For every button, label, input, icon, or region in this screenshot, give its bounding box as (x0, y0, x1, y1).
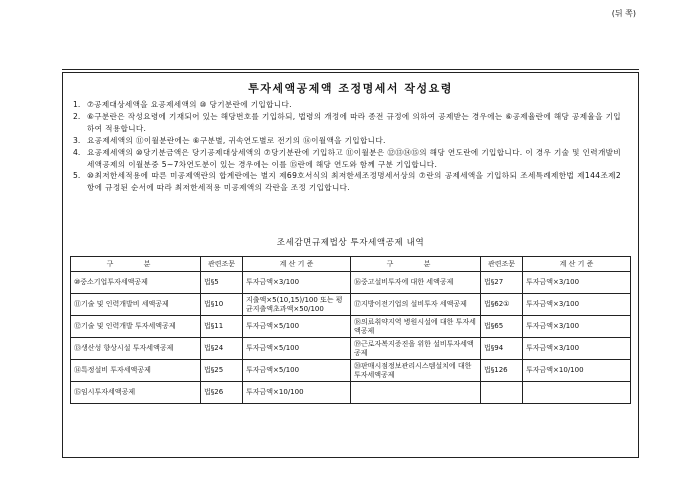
frame-top-rule (62, 69, 639, 70)
basis-cell: 투자금액×3/100 (243, 272, 351, 294)
credit-category-cell: ⑱의료취약지역 병원시설에 대한 투자세액공제 (351, 316, 481, 338)
article-cell: 법§11 (201, 316, 243, 338)
table-row (71, 338, 631, 360)
table-title: 조세감면규제법상 투자세액공제 내역 (276, 238, 425, 248)
credit-category-cell: ⑭특정설비 투자세액공제 (71, 360, 201, 382)
instruction-text: ⑦공제대상세액을 요공제세액의 ⑩ 당기분란에 기입합니다. (87, 100, 292, 109)
table-row (71, 382, 631, 404)
column-header-category: 구 분 (71, 257, 201, 272)
column-header-basis: 계 산 기 준 (243, 257, 351, 272)
article-cell: 법§24 (201, 338, 243, 360)
basis-cell: 투자금액×3/100 (523, 272, 631, 294)
credit-category-cell: ⑫기술 및 인력개발 투자세액공제 (71, 316, 201, 338)
empty-cell (351, 382, 481, 404)
basis-cell: 투자금액×3/100 (523, 316, 631, 338)
article-cell: 법§65 (481, 316, 523, 338)
article-cell: 법§27 (481, 272, 523, 294)
basis-cell: 투자금액×5/100 (243, 316, 351, 338)
basis-cell: 투자금액×10/100 (523, 360, 631, 382)
instruction-text: ⑩최저한세적용에 따른 미공제액란의 합계란에는 별지 제69호서식의 최저한세조정명세서상의 ⑦란의 공제세액을 기입하되 조세특례제한법 제144조제2항에 규정된 순서에 따라 최저한세적용 미공제액의 각란을 조정 기입합니다. (87, 171, 621, 193)
instruction-item (73, 99, 621, 111)
table-row (71, 360, 631, 382)
instruction-number: 3. (73, 135, 81, 145)
credit-category-cell: ⑪기술 및 인력개발비 세액공제 (71, 294, 201, 316)
column-header-article: 관련조문 (201, 257, 243, 272)
instruction-text: ⑥구분란은 작성요령에 기재되어 있는 해당번호를 기입하되, 법령의 개정에 따라 종전 규정에 의하여 공제받는 경우에는 ⑥공제율란에 해당 공제율을 기입하여 적용합니다. (87, 111, 621, 133)
article-cell: 법§126 (481, 360, 523, 382)
basis-cell: 투자금액×10/100 (243, 382, 351, 404)
basis-cell: 지출액×5(10,15)/100 또는 평균지출액초과액×50/100 (243, 294, 351, 316)
empty-cell (523, 382, 631, 404)
page-tag: (뒤 쪽) (611, 9, 636, 18)
instruction-text: 요공제세액의 ⑩당기분금액은 당기공제대상세액의 ⑦당기분란에 기입하고 ⑪이월분은 ⑫⑬⑭⑮의 해당 연도란에 기입합니다. 이 경우 기술 및 인력개발비세액공제의 이월분중 5~7차연도분이 있는 경우에는 이를 ⑮란에 해당 연도와 함께 구분 기입합니다. (87, 147, 621, 169)
column-header-article: 관련조문 (481, 257, 523, 272)
credit-category-cell: ⑳판매시점정보관리시스템설치에 대한 투자세액공제 (351, 360, 481, 382)
article-cell: 법§94 (481, 338, 523, 360)
table-row (71, 316, 631, 338)
instruction-text: 요공제세액의 ⑪이월분란에는 ⑥구분별, 귀속연도별로 전기의 ⑯이월액을 기입합니다. (87, 135, 386, 145)
credit-category-cell: ⑬생산성 향상시설 투자세액공제 (71, 338, 201, 360)
basis-cell: 투자금액×3/100 (523, 338, 631, 360)
table-header-row (71, 257, 631, 272)
article-cell: 법§26 (201, 382, 243, 404)
basis-cell: 투자금액×3/100 (523, 294, 631, 316)
article-cell: 법§62① (481, 294, 523, 316)
instruction-item (73, 170, 621, 194)
basis-cell: 투자금액×5/100 (243, 338, 351, 360)
column-header-category: 구 분 (351, 257, 481, 272)
instruction-item (73, 111, 621, 135)
instruction-number: 2. (73, 111, 81, 121)
table-row (71, 294, 631, 316)
tax-credit-table (70, 256, 631, 404)
instruction-number: 1. (73, 100, 81, 109)
instruction-item (73, 147, 621, 171)
table-row (71, 272, 631, 294)
basis-cell: 투자금액×5/100 (243, 360, 351, 382)
instructions-list (73, 99, 621, 194)
instruction-number: 4. (73, 147, 81, 157)
credit-category-cell: ⑲근로자복지증진을 위한 설비투자세액공제 (351, 338, 481, 360)
credit-category-cell: ⑯중고설비투자에 대한 세액공제 (351, 272, 481, 294)
credit-category-cell: ⑰지방이전기업의 설비투자 세액공제 (351, 294, 481, 316)
instruction-number: 5. (73, 171, 81, 181)
empty-cell (481, 382, 523, 404)
credit-category-cell: ⑮임시투자세액공제 (71, 382, 201, 404)
credit-category-cell: ⑩중소기업투자세액공제 (71, 272, 201, 294)
article-cell: 법§10 (201, 294, 243, 316)
article-cell: 법§5 (201, 272, 243, 294)
document-title: 투자세액공제액 조정명세서 작성요령 (248, 82, 453, 95)
instruction-item (73, 135, 621, 147)
article-cell: 법§25 (201, 360, 243, 382)
column-header-basis: 계 산 기 준 (523, 257, 631, 272)
